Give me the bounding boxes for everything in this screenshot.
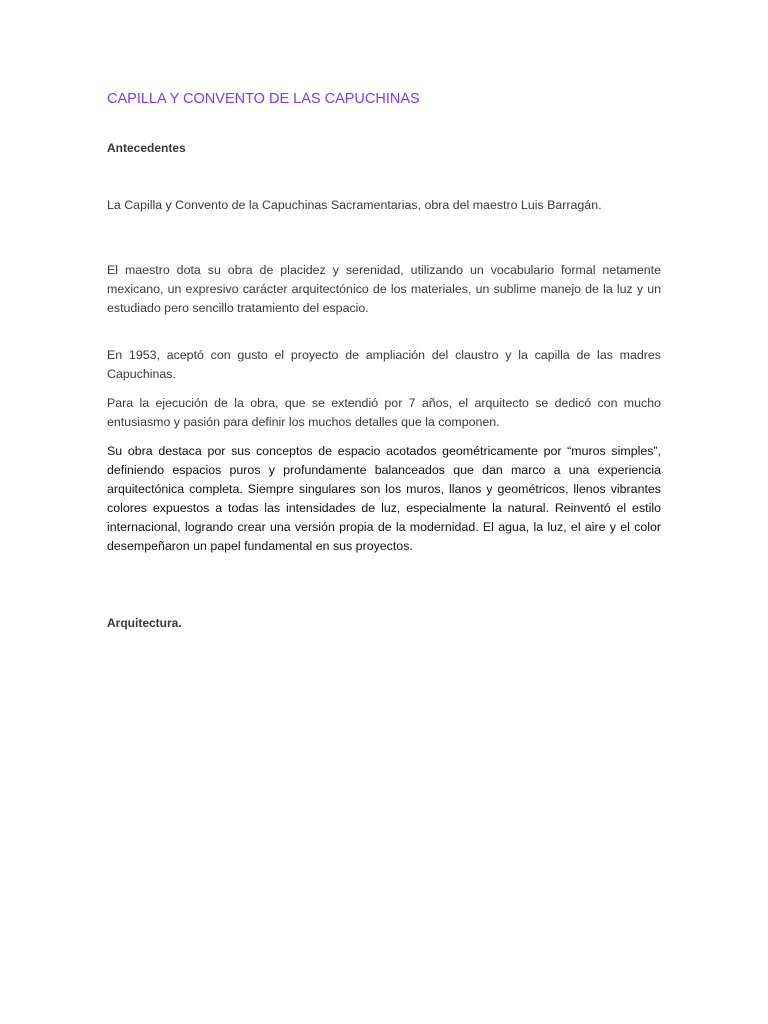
heading-arquitectura: Arquitectura.: [107, 616, 182, 630]
paragraph-1953: En 1953, aceptó con gusto el proyecto de ampliación del claustro y la capilla de las madres Capuchinas.: [107, 348, 661, 381]
document-title: CAPILLA Y CONVENTO DE LAS CAPUCHINAS: [107, 91, 420, 107]
heading-antecedentes: Antecedentes: [107, 141, 186, 155]
paragraph-conceptos: Su obra destaca por sus conceptos de espacio acotados geométricamente por “muros simples”, definiendo espacios puros y profundamente balanceados que dan marco a una experiencia arquitectónica completa. Siempre singulares son los muros, llanos y geométricos, llenos vibrantes colores expuestos a todas las intensidades de luz, especialmente la natural. Reinventó el estilo internacional, logrando crear una versión propia de la modernidad. El agua, la luz, el aire y el color desempeñaron un papel fundamental en sus proyectos.: [107, 444, 661, 553]
paragraph-placidez: El maestro dota su obra de placidez y serenidad, utilizando un vocabulario formal netamente mexicano, un expresivo carácter arquitectónico de los materiales, un sublime manejo de la luz y un estudiado pero sencillo tratamiento del espacio.: [107, 263, 661, 315]
paragraph-intro: La Capilla y Convento de la Capuchinas Sacramentarias, obra del maestro Luis Barragán.: [107, 198, 602, 212]
paragraph-ejecucion: Para la ejecución de la obra, que se extendió por 7 años, el arquitecto se dedicó con mucho entusiasmo y pasión para definir los muchos detalles que la componen.: [107, 396, 661, 429]
